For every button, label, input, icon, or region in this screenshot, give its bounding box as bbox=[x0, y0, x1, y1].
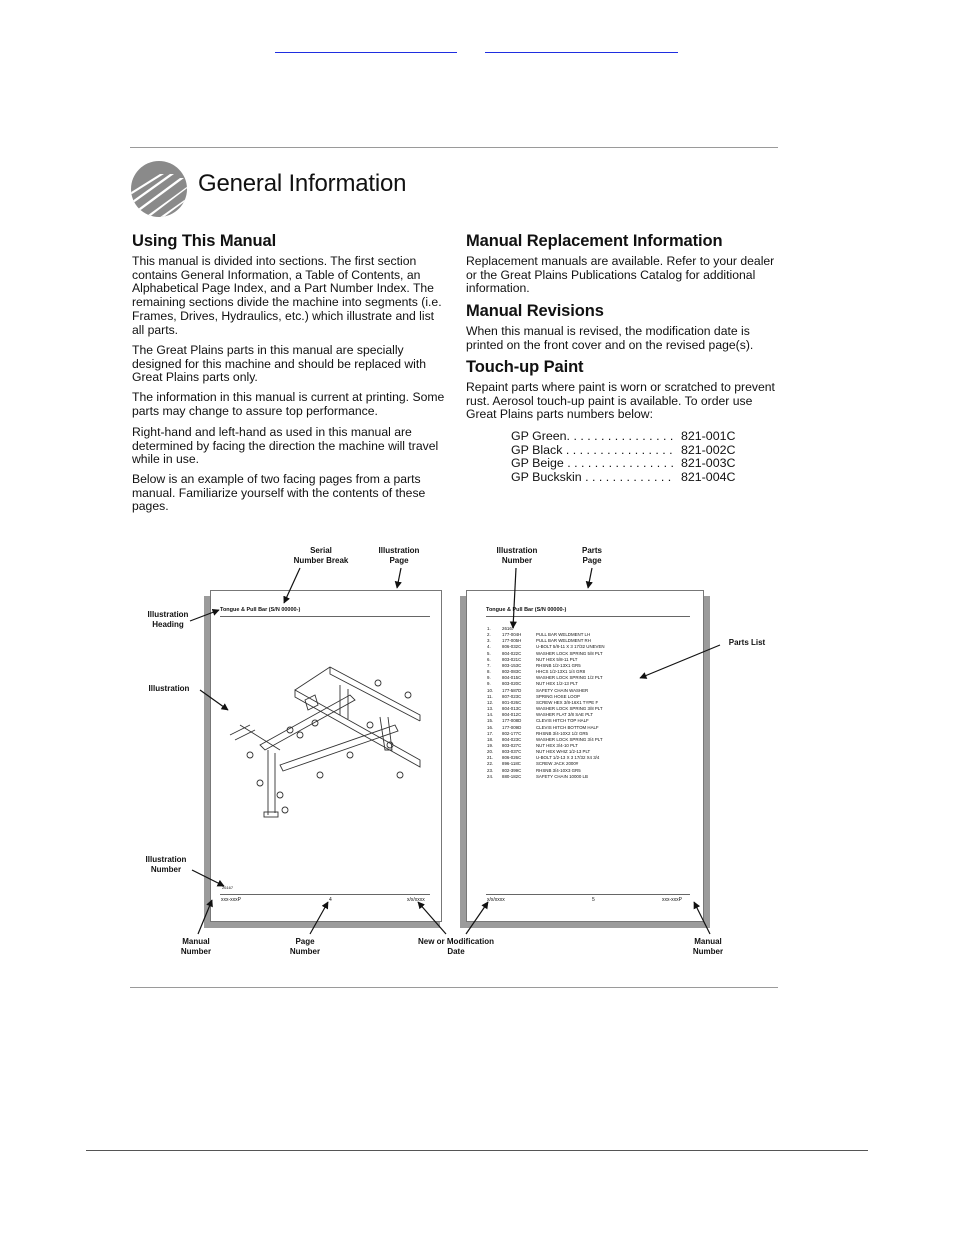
parts-list-cell: 4. bbox=[487, 644, 491, 650]
parts-list-cell: 802-399C bbox=[502, 767, 522, 773]
left-footer-manual: xxx-xxxP bbox=[221, 897, 241, 903]
parts-list-cell: 177-004H bbox=[502, 632, 522, 638]
parts-list-cell: 803-020C bbox=[502, 681, 522, 687]
parts-list-cell: 177-587D bbox=[502, 687, 522, 693]
parts-list-cell: RHSNB 1/2-13X1 GR5 bbox=[536, 662, 581, 668]
bottom-divider bbox=[130, 987, 778, 988]
parts-list-cell: 803-027C bbox=[502, 742, 522, 748]
parts-list-cell: 802-083C bbox=[502, 669, 522, 675]
left-illus-number: 26167 bbox=[222, 885, 234, 890]
replacement-p1: Replacement manuals are available. Refer to your dealer or the Great Plains Publications Catalog for additional information. bbox=[466, 254, 775, 296]
parts-list-cell: WASHER LOCK SPRING 1/2 PLT bbox=[536, 675, 603, 681]
revisions-p1: When this manual is revised, the modification date is printed on the front cover and on the revised page(s). bbox=[466, 324, 754, 352]
parts-list-cell: 2. bbox=[487, 632, 491, 638]
parts-list-cell: 804-013C bbox=[502, 706, 522, 712]
parts-list-cell: SPRING HOSE LOOP bbox=[536, 693, 580, 699]
left-page-heading: Tongue & Pull Bar (S/N 00000-) bbox=[220, 607, 301, 613]
callout-illustration-heading: Illustration Heading bbox=[147, 610, 189, 629]
parts-list-cell: 20. bbox=[487, 749, 494, 755]
parts-list-cell: PULL BAR WELDMENT LH bbox=[536, 632, 591, 638]
parts-list-cell: 803-153C bbox=[502, 662, 522, 668]
parts-list-cell: 804-015C bbox=[502, 675, 522, 681]
parts-list-cell: 177-009D bbox=[502, 724, 522, 730]
parts-list-cell: 10. bbox=[487, 687, 494, 693]
parts-list-cell: 880-182C bbox=[502, 773, 522, 779]
parts-list-cell: 177-008D bbox=[502, 718, 522, 724]
left-footer-date: x/x/xxxx bbox=[407, 897, 425, 903]
parts-list-cell: CLEVIS HITCH TOP HALF bbox=[536, 718, 589, 724]
parts-list-cell: 13. bbox=[487, 706, 494, 712]
parts-list-cell: 15. bbox=[487, 718, 494, 724]
callout-manual-number-right: Manual Number bbox=[692, 937, 724, 956]
parts-list-cell: CLEVIS HITCH BOTTOM HALF bbox=[536, 724, 599, 730]
parts-list-cell: 802-177C bbox=[502, 730, 522, 736]
callout-modification-date: New or Modification Date bbox=[418, 937, 494, 956]
parts-list-cell: 5. bbox=[487, 650, 491, 656]
parts-list-cell: NUT HEX 5/8-11 PLT bbox=[536, 656, 578, 662]
using-p5: Below is an example of two facing pages from a parts manual. Familiarize yourself with the contents of these pages. bbox=[132, 472, 426, 514]
parts-list-cell: 806-026C bbox=[502, 755, 522, 761]
right-footer-page: 5 bbox=[592, 897, 595, 903]
paint-row: GP Black . . . . . . . . . . . . . . . . 821-002C bbox=[511, 442, 736, 457]
parts-list-cell: PULL BAR WELDMENT RH bbox=[536, 638, 591, 644]
parts-list-cell: NUT HEX WHIZ 1/2-13 PLT bbox=[536, 749, 591, 755]
parts-list-cell: SCREW HEX 3/8-16X1 TYPE F bbox=[536, 699, 599, 705]
parts-list-cell: RHSNB 3/4-10X2 1/2 GR5 bbox=[536, 730, 588, 736]
parts-list-cell: SAFETY CHAIN 10000 LB bbox=[536, 773, 588, 779]
parts-list-cell: 6. bbox=[487, 656, 491, 662]
parts-list-cell: 8. bbox=[487, 669, 491, 675]
callout-illustration-number-top: Illustration Number bbox=[496, 546, 538, 565]
parts-list-cell: 803-021C bbox=[502, 656, 522, 662]
callout-manual-number-left: Manual Number bbox=[180, 937, 212, 956]
parts-list-cell: 9. bbox=[487, 681, 491, 687]
parts-list-cell: 896-118C bbox=[502, 761, 521, 767]
parts-list-cell: 807-023C bbox=[502, 693, 522, 699]
parts-list-cell: NUT HEX 1/2-13 PLT bbox=[536, 681, 578, 687]
parts-list-cell: 804-012C bbox=[502, 712, 522, 718]
parts-list-cell: HHCS 1/2-13X1 1/4 GR8 bbox=[536, 669, 586, 675]
parts-list-cell: RHSNB 3/4-10X3 GR5 bbox=[536, 767, 581, 773]
parts-list-cell: 12. bbox=[487, 699, 494, 705]
parts-list-cell: 3. bbox=[487, 638, 491, 644]
using-p4: Right-hand and left-hand as used in this manual are determined by facing the direction the machine will travel while in use. bbox=[132, 425, 439, 467]
using-p1: This manual is divided into sections. The first section contains General Information, a Table of Contents, an Alphabetical Page Index, and a Part Number Index. The remaining sections divide the machine into segments (i.e. Frames, Drives, Hydraulics, etc.) which illustrate and list all parts. bbox=[132, 254, 442, 337]
parts-list-cell: 23. bbox=[487, 767, 494, 773]
revisions-heading: Manual Revisions bbox=[466, 302, 604, 320]
parts-list-cell: 22. bbox=[487, 761, 494, 767]
callout-illustration-number: Illustration Number bbox=[145, 855, 187, 874]
callout-page-number: Page Number bbox=[289, 937, 321, 956]
parts-list-cell: SCREW JACK 2000# bbox=[536, 761, 579, 767]
parts-list-cell: NUT HEX 3/4-10 PLT bbox=[536, 742, 578, 748]
paint-row: GP Buckskin . . . . . . . . . . . . . 821-004C bbox=[511, 470, 736, 485]
page-footer-rule bbox=[86, 1150, 868, 1151]
callout-parts-list: Parts List bbox=[728, 638, 766, 647]
parts-list-cell: 11. bbox=[487, 693, 493, 699]
parts-list-cell: 801-026C bbox=[502, 699, 522, 705]
left-footer-page: 4 bbox=[329, 897, 332, 903]
parts-list-cell: U-BOLT 1/2-13 X 3 17/32 X4 3/4 bbox=[536, 755, 600, 761]
callout-illustration-page: Illustration Page bbox=[378, 546, 420, 565]
parts-list-cell: WASHER LOCK SPRING 5/8 PLT bbox=[536, 650, 603, 656]
using-p2: The Great Plains parts in this manual are specially designed for this machine and should be replaced with Great Plains parts only. bbox=[132, 343, 427, 385]
using-p3: The information in this manual is current at printing. Some parts may change to assure top performance. bbox=[132, 390, 445, 418]
parts-list-cell: 803-037C bbox=[502, 749, 522, 755]
callout-serial-number-break: Serial Number Break bbox=[293, 546, 349, 565]
parts-list-cell: 806-032C bbox=[502, 644, 522, 650]
right-page-heading: Tongue & Pull Bar (S/N 00000-) bbox=[486, 607, 567, 613]
right-footer-manual: xxx-xxxP bbox=[662, 897, 682, 903]
callout-parts-page: Parts Page bbox=[581, 546, 602, 565]
parts-list-cell: 24. bbox=[487, 773, 494, 779]
parts-list-cell: 7. bbox=[487, 662, 491, 668]
paint-p1: Repaint parts where paint is worn or scratched to prevent rust. Aerosol touch-up paint is available. To order use Great Plains parts numbers below: bbox=[466, 380, 775, 422]
parts-list-cell: WASHER LOCK SPRING 3/4 PLT bbox=[536, 736, 603, 742]
callout-illustration: Illustration bbox=[148, 684, 190, 693]
parts-list-cell: SAFETY CHAIN WASHER bbox=[536, 687, 589, 693]
using-heading: Using This Manual bbox=[132, 232, 277, 250]
parts-list-cell: 177-005H bbox=[502, 638, 522, 644]
parts-list-cell: 804-023C bbox=[502, 736, 522, 742]
parts-list-cell: 18. bbox=[487, 736, 494, 742]
parts-list-cell: 16. bbox=[487, 724, 494, 730]
replacement-heading: Manual Replacement Information bbox=[466, 232, 723, 250]
parts-list-cell: WASHER LOCK SPRING 3/8 PLT bbox=[536, 706, 603, 712]
parts-list-cell: 14. bbox=[487, 712, 494, 718]
paint-heading: Touch-up Paint bbox=[466, 358, 584, 376]
parts-list-cell: 21. bbox=[487, 755, 494, 761]
right-footer-date: x/x/xxxx bbox=[487, 897, 505, 903]
parts-list-cell: 804-022C bbox=[502, 650, 522, 656]
parts-list-cell: U-BOLT 5/8-11 X 3 17/32 UNEVEN bbox=[536, 644, 605, 650]
paint-row: GP Green. . . . . . . . . . . . . . . . 821-001C bbox=[511, 429, 736, 443]
parts-list-cell: 9. bbox=[487, 675, 491, 681]
parts-list-cell: 1. bbox=[487, 626, 491, 631]
parts-list-cell: 17. bbox=[487, 730, 494, 736]
parts-list-cell: WASHER FLAT 3/8 SAE PLT bbox=[536, 712, 593, 718]
paint-row: GP Beige . . . . . . . . . . . . . . . . 821-003C bbox=[511, 456, 736, 471]
parts-list-cell: 26167 bbox=[502, 626, 515, 631]
parts-list-cell: 19. bbox=[487, 742, 494, 748]
page-title: General Information bbox=[198, 170, 407, 197]
